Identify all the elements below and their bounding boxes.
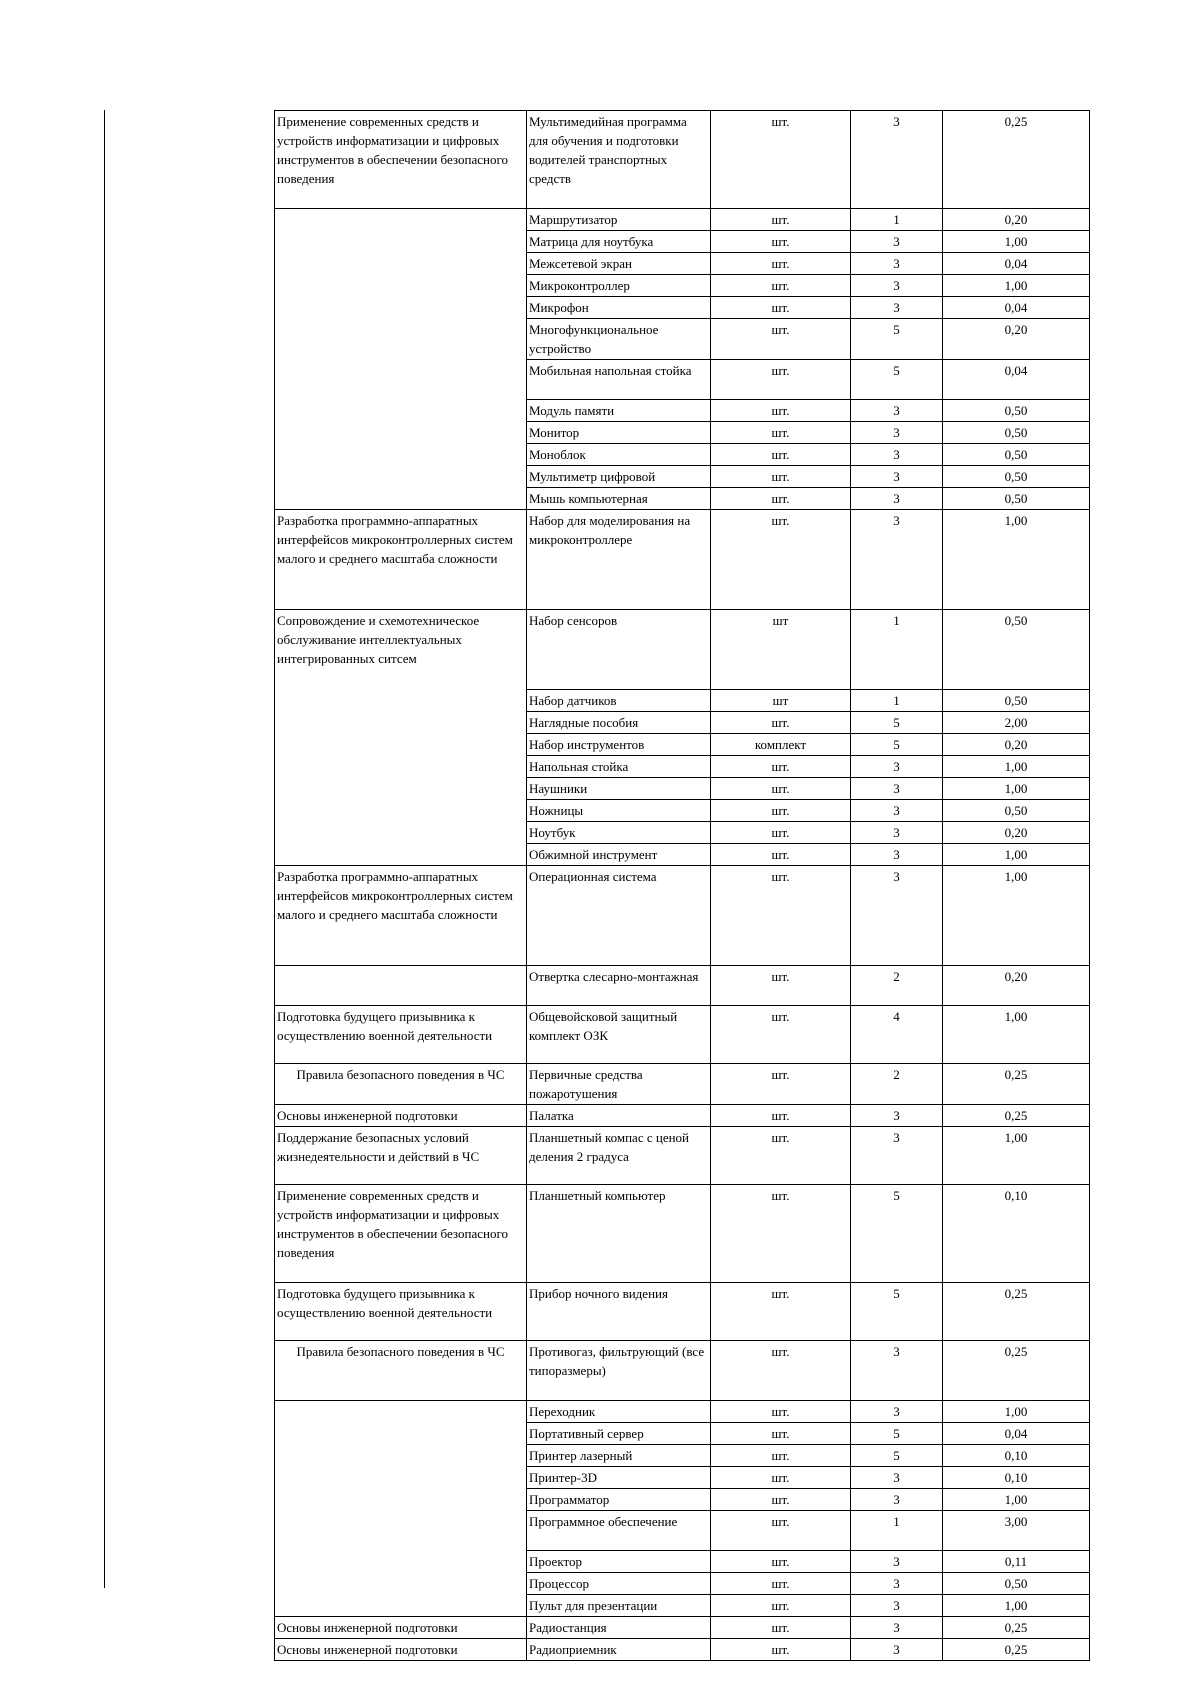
discipline-cell: Основы инженерной подготовки xyxy=(275,1105,527,1127)
coef-cell: 1,00 xyxy=(943,1401,1090,1423)
unit-cell: шт. xyxy=(711,400,851,422)
discipline-cell: Применение современных средств и устройств информатизации и цифровых инструментов в обеспечении безопасного поведения xyxy=(275,1185,527,1283)
equipment-table xyxy=(274,110,1090,1661)
qty-cell: 5 xyxy=(851,1423,943,1445)
unit-cell: шт xyxy=(711,690,851,712)
item-cell: Мобильная напольная стойка xyxy=(527,360,711,400)
coef-cell: 0,25 xyxy=(943,1105,1090,1127)
coef-cell: 1,00 xyxy=(943,866,1090,966)
qty-cell: 3 xyxy=(851,488,943,510)
unit-cell: шт. xyxy=(711,360,851,400)
coef-cell: 0,50 xyxy=(943,800,1090,822)
qty-cell: 1 xyxy=(851,690,943,712)
item-cell: Планшетный компьютер xyxy=(527,1185,711,1283)
item-cell: Микроконтроллер xyxy=(527,275,711,297)
qty-cell: 3 xyxy=(851,111,943,209)
coef-cell: 0,25 xyxy=(943,1639,1090,1661)
discipline-cell xyxy=(275,209,527,510)
discipline-cell: Сопровождение и схемотехническое обслуживание интеллектуальных интегрированных ситсем xyxy=(275,610,527,866)
qty-cell: 3 xyxy=(851,1573,943,1595)
coef-cell: 0,04 xyxy=(943,1423,1090,1445)
unit-cell: шт. xyxy=(711,1445,851,1467)
item-cell: Модуль памяти xyxy=(527,400,711,422)
item-cell: Маршрутизатор xyxy=(527,209,711,231)
qty-cell: 3 xyxy=(851,1595,943,1617)
coef-cell: 0,50 xyxy=(943,1573,1090,1595)
item-cell: Напольная стойка xyxy=(527,756,711,778)
coef-cell: 0,50 xyxy=(943,400,1090,422)
item-cell: Палатка xyxy=(527,1105,711,1127)
coef-cell: 0,50 xyxy=(943,422,1090,444)
item-cell: Портативный сервер xyxy=(527,1423,711,1445)
coef-cell: 0,11 xyxy=(943,1551,1090,1573)
discipline-cell: Правила безопасного поведения в ЧС xyxy=(275,1064,527,1105)
discipline-cell: Поддержание безопасных условий жизнедеятельности и действий в ЧС xyxy=(275,1127,527,1185)
coef-cell: 1,00 xyxy=(943,1489,1090,1511)
qty-cell: 1 xyxy=(851,209,943,231)
coef-cell: 1,00 xyxy=(943,778,1090,800)
qty-cell: 5 xyxy=(851,712,943,734)
qty-cell: 3 xyxy=(851,1127,943,1185)
qty-cell: 3 xyxy=(851,778,943,800)
table-row xyxy=(275,1283,1090,1341)
item-cell: Первичные средства пожаротушения xyxy=(527,1064,711,1105)
qty-cell: 3 xyxy=(851,1617,943,1639)
qty-cell: 1 xyxy=(851,1511,943,1551)
qty-cell: 3 xyxy=(851,231,943,253)
unit-cell: шт. xyxy=(711,1185,851,1283)
unit-cell: шт. xyxy=(711,712,851,734)
item-cell: Матрица для ноутбука xyxy=(527,231,711,253)
coef-cell: 0,50 xyxy=(943,444,1090,466)
coef-cell: 0,25 xyxy=(943,111,1090,209)
qty-cell: 5 xyxy=(851,734,943,756)
unit-cell: шт. xyxy=(711,822,851,844)
coef-cell: 1,00 xyxy=(943,1595,1090,1617)
qty-cell: 3 xyxy=(851,866,943,966)
item-cell: Программное обеспечение xyxy=(527,1511,711,1551)
coef-cell: 0,04 xyxy=(943,253,1090,275)
unit-cell: шт xyxy=(711,610,851,690)
table-row xyxy=(275,1341,1090,1401)
unit-cell: шт. xyxy=(711,800,851,822)
qty-cell: 3 xyxy=(851,844,943,866)
coef-cell: 0,20 xyxy=(943,822,1090,844)
qty-cell: 2 xyxy=(851,966,943,1006)
item-cell: Принтер лазерный xyxy=(527,1445,711,1467)
coef-cell: 0,25 xyxy=(943,1341,1090,1401)
discipline-cell xyxy=(275,966,527,1006)
unit-cell: шт. xyxy=(711,253,851,275)
table-row xyxy=(275,1639,1090,1661)
unit-cell: шт. xyxy=(711,510,851,610)
coef-cell: 0,50 xyxy=(943,610,1090,690)
table-row xyxy=(275,1401,1090,1423)
qty-cell: 1 xyxy=(851,610,943,690)
item-cell: Принтер-3D xyxy=(527,1467,711,1489)
item-cell: Отвертка слесарно-монтажная xyxy=(527,966,711,1006)
coef-cell: 0,10 xyxy=(943,1467,1090,1489)
qty-cell: 3 xyxy=(851,510,943,610)
coef-cell: 0,25 xyxy=(943,1283,1090,1341)
coef-cell: 0,04 xyxy=(943,297,1090,319)
coef-cell: 0,04 xyxy=(943,360,1090,400)
qty-cell: 5 xyxy=(851,1283,943,1341)
coef-cell: 1,00 xyxy=(943,275,1090,297)
discipline-cell: Применение современных средств и устройств информатизации и цифровых инструментов в обеспечении безопасного поведения xyxy=(275,111,527,209)
coef-cell: 1,00 xyxy=(943,1006,1090,1064)
item-cell: Операционная система xyxy=(527,866,711,966)
unit-cell: шт. xyxy=(711,1283,851,1341)
item-cell: Мышь компьютерная xyxy=(527,488,711,510)
item-cell: Моноблок xyxy=(527,444,711,466)
item-cell: Ноутбук xyxy=(527,822,711,844)
qty-cell: 3 xyxy=(851,1489,943,1511)
unit-cell: шт. xyxy=(711,1423,851,1445)
table-row xyxy=(275,1127,1090,1185)
item-cell: Переходник xyxy=(527,1401,711,1423)
unit-cell: шт. xyxy=(711,1573,851,1595)
unit-cell: шт. xyxy=(711,1617,851,1639)
qty-cell: 3 xyxy=(851,1341,943,1401)
discipline-cell: Разработка программно-аппаратных интерфейсов микроконтроллерных систем малого и среднего масштаба сложности xyxy=(275,866,527,966)
table-row xyxy=(275,1006,1090,1064)
item-cell: Набор для моделирования на микроконтроллере xyxy=(527,510,711,610)
table-row xyxy=(275,1064,1090,1105)
table-row xyxy=(275,610,1090,690)
item-cell: Мультиметр цифровой xyxy=(527,466,711,488)
unit-cell: шт. xyxy=(711,1064,851,1105)
unit-cell: шт. xyxy=(711,1595,851,1617)
qty-cell: 5 xyxy=(851,360,943,400)
unit-cell: шт. xyxy=(711,756,851,778)
item-cell: Мультимедийная программа для обучения и подготовки водителей транспортных средств xyxy=(527,111,711,209)
unit-cell: шт. xyxy=(711,1401,851,1423)
unit-cell: шт. xyxy=(711,1127,851,1185)
coef-cell: 0,50 xyxy=(943,488,1090,510)
qty-cell: 3 xyxy=(851,422,943,444)
unit-cell: шт. xyxy=(711,1551,851,1573)
unit-cell: шт. xyxy=(711,275,851,297)
unit-cell: шт. xyxy=(711,422,851,444)
unit-cell: шт. xyxy=(711,444,851,466)
unit-cell: шт. xyxy=(711,1639,851,1661)
item-cell: Многофункциональное устройство xyxy=(527,319,711,360)
item-cell: Проектор xyxy=(527,1551,711,1573)
unit-cell: шт. xyxy=(711,297,851,319)
item-cell: Межсетевой экран xyxy=(527,253,711,275)
item-cell: Набор сенсоров xyxy=(527,610,711,690)
unit-cell: шт. xyxy=(711,231,851,253)
unit-cell: шт. xyxy=(711,778,851,800)
unit-cell: шт. xyxy=(711,209,851,231)
item-cell: Радиостанция xyxy=(527,1617,711,1639)
coef-cell: 1,00 xyxy=(943,844,1090,866)
coef-cell: 0,50 xyxy=(943,466,1090,488)
table-row xyxy=(275,209,1090,231)
qty-cell: 5 xyxy=(851,1185,943,1283)
unit-cell: шт. xyxy=(711,111,851,209)
qty-cell: 3 xyxy=(851,822,943,844)
qty-cell: 5 xyxy=(851,1445,943,1467)
qty-cell: 2 xyxy=(851,1064,943,1105)
coef-cell: 0,50 xyxy=(943,690,1090,712)
item-cell: Процессор xyxy=(527,1573,711,1595)
unit-cell: шт. xyxy=(711,866,851,966)
coef-cell: 1,00 xyxy=(943,756,1090,778)
page-margin-line xyxy=(104,110,105,1588)
item-cell: Наушники xyxy=(527,778,711,800)
item-cell: Планшетный компас с ценой деления 2 градуса xyxy=(527,1127,711,1185)
qty-cell: 3 xyxy=(851,275,943,297)
qty-cell: 4 xyxy=(851,1006,943,1064)
qty-cell: 3 xyxy=(851,444,943,466)
item-cell: Набор инструментов xyxy=(527,734,711,756)
table-row xyxy=(275,510,1090,610)
item-cell: Пульт для презентации xyxy=(527,1595,711,1617)
qty-cell: 3 xyxy=(851,1467,943,1489)
discipline-cell: Основы инженерной подготовки xyxy=(275,1617,527,1639)
coef-cell: 0,10 xyxy=(943,1185,1090,1283)
coef-cell: 1,00 xyxy=(943,231,1090,253)
qty-cell: 3 xyxy=(851,756,943,778)
unit-cell: шт. xyxy=(711,1467,851,1489)
discipline-cell xyxy=(275,1401,527,1617)
table-row xyxy=(275,111,1090,209)
qty-cell: 3 xyxy=(851,1639,943,1661)
unit-cell: шт. xyxy=(711,966,851,1006)
discipline-cell: Основы инженерной подготовки xyxy=(275,1639,527,1661)
qty-cell: 3 xyxy=(851,466,943,488)
unit-cell: шт. xyxy=(711,466,851,488)
qty-cell: 3 xyxy=(851,253,943,275)
discipline-cell: Подготовка будущего призывника к осуществлению военной деятельности xyxy=(275,1006,527,1064)
item-cell: Набор датчиков xyxy=(527,690,711,712)
unit-cell: шт. xyxy=(711,488,851,510)
unit-cell: шт. xyxy=(711,1006,851,1064)
qty-cell: 3 xyxy=(851,297,943,319)
table-row xyxy=(275,1185,1090,1283)
coef-cell: 0,10 xyxy=(943,1445,1090,1467)
item-cell: Радиоприемник xyxy=(527,1639,711,1661)
table-row xyxy=(275,1617,1090,1639)
item-cell: Противогаз, фильтрующий (все типоразмеры) xyxy=(527,1341,711,1401)
coef-cell: 0,20 xyxy=(943,966,1090,1006)
discipline-cell: Подготовка будущего призывника к осуществлению военной деятельности xyxy=(275,1283,527,1341)
qty-cell: 3 xyxy=(851,400,943,422)
coef-cell: 0,20 xyxy=(943,319,1090,360)
qty-cell: 3 xyxy=(851,1105,943,1127)
qty-cell: 3 xyxy=(851,800,943,822)
unit-cell: шт. xyxy=(711,1511,851,1551)
coef-cell: 0,25 xyxy=(943,1064,1090,1105)
unit-cell: шт. xyxy=(711,319,851,360)
coef-cell: 1,00 xyxy=(943,510,1090,610)
item-cell: Монитор xyxy=(527,422,711,444)
coef-cell: 2,00 xyxy=(943,712,1090,734)
unit-cell: шт. xyxy=(711,1489,851,1511)
coef-cell: 0,20 xyxy=(943,734,1090,756)
item-cell: Прибор ночного видения xyxy=(527,1283,711,1341)
unit-cell: шт. xyxy=(711,844,851,866)
coef-cell: 0,20 xyxy=(943,209,1090,231)
item-cell: Микрофон xyxy=(527,297,711,319)
qty-cell: 3 xyxy=(851,1551,943,1573)
item-cell: Наглядные пособия xyxy=(527,712,711,734)
item-cell: Программатор xyxy=(527,1489,711,1511)
coef-cell: 1,00 xyxy=(943,1127,1090,1185)
coef-cell: 3,00 xyxy=(943,1511,1090,1551)
discipline-cell: Правила безопасного поведения в ЧС xyxy=(275,1341,527,1401)
qty-cell: 3 xyxy=(851,1401,943,1423)
unit-cell: шт. xyxy=(711,1105,851,1127)
unit-cell: шт. xyxy=(711,1341,851,1401)
table-row xyxy=(275,866,1090,966)
item-cell: Обжимной инструмент xyxy=(527,844,711,866)
item-cell: Общевойсковой защитный комплект ОЗК xyxy=(527,1006,711,1064)
table-row xyxy=(275,1105,1090,1127)
item-cell: Ножницы xyxy=(527,800,711,822)
qty-cell: 5 xyxy=(851,319,943,360)
coef-cell: 0,25 xyxy=(943,1617,1090,1639)
table-row xyxy=(275,966,1090,1006)
discipline-cell: Разработка программно-аппаратных интерфейсов микроконтроллерных систем малого и среднего масштаба сложности xyxy=(275,510,527,610)
unit-cell: комплект xyxy=(711,734,851,756)
